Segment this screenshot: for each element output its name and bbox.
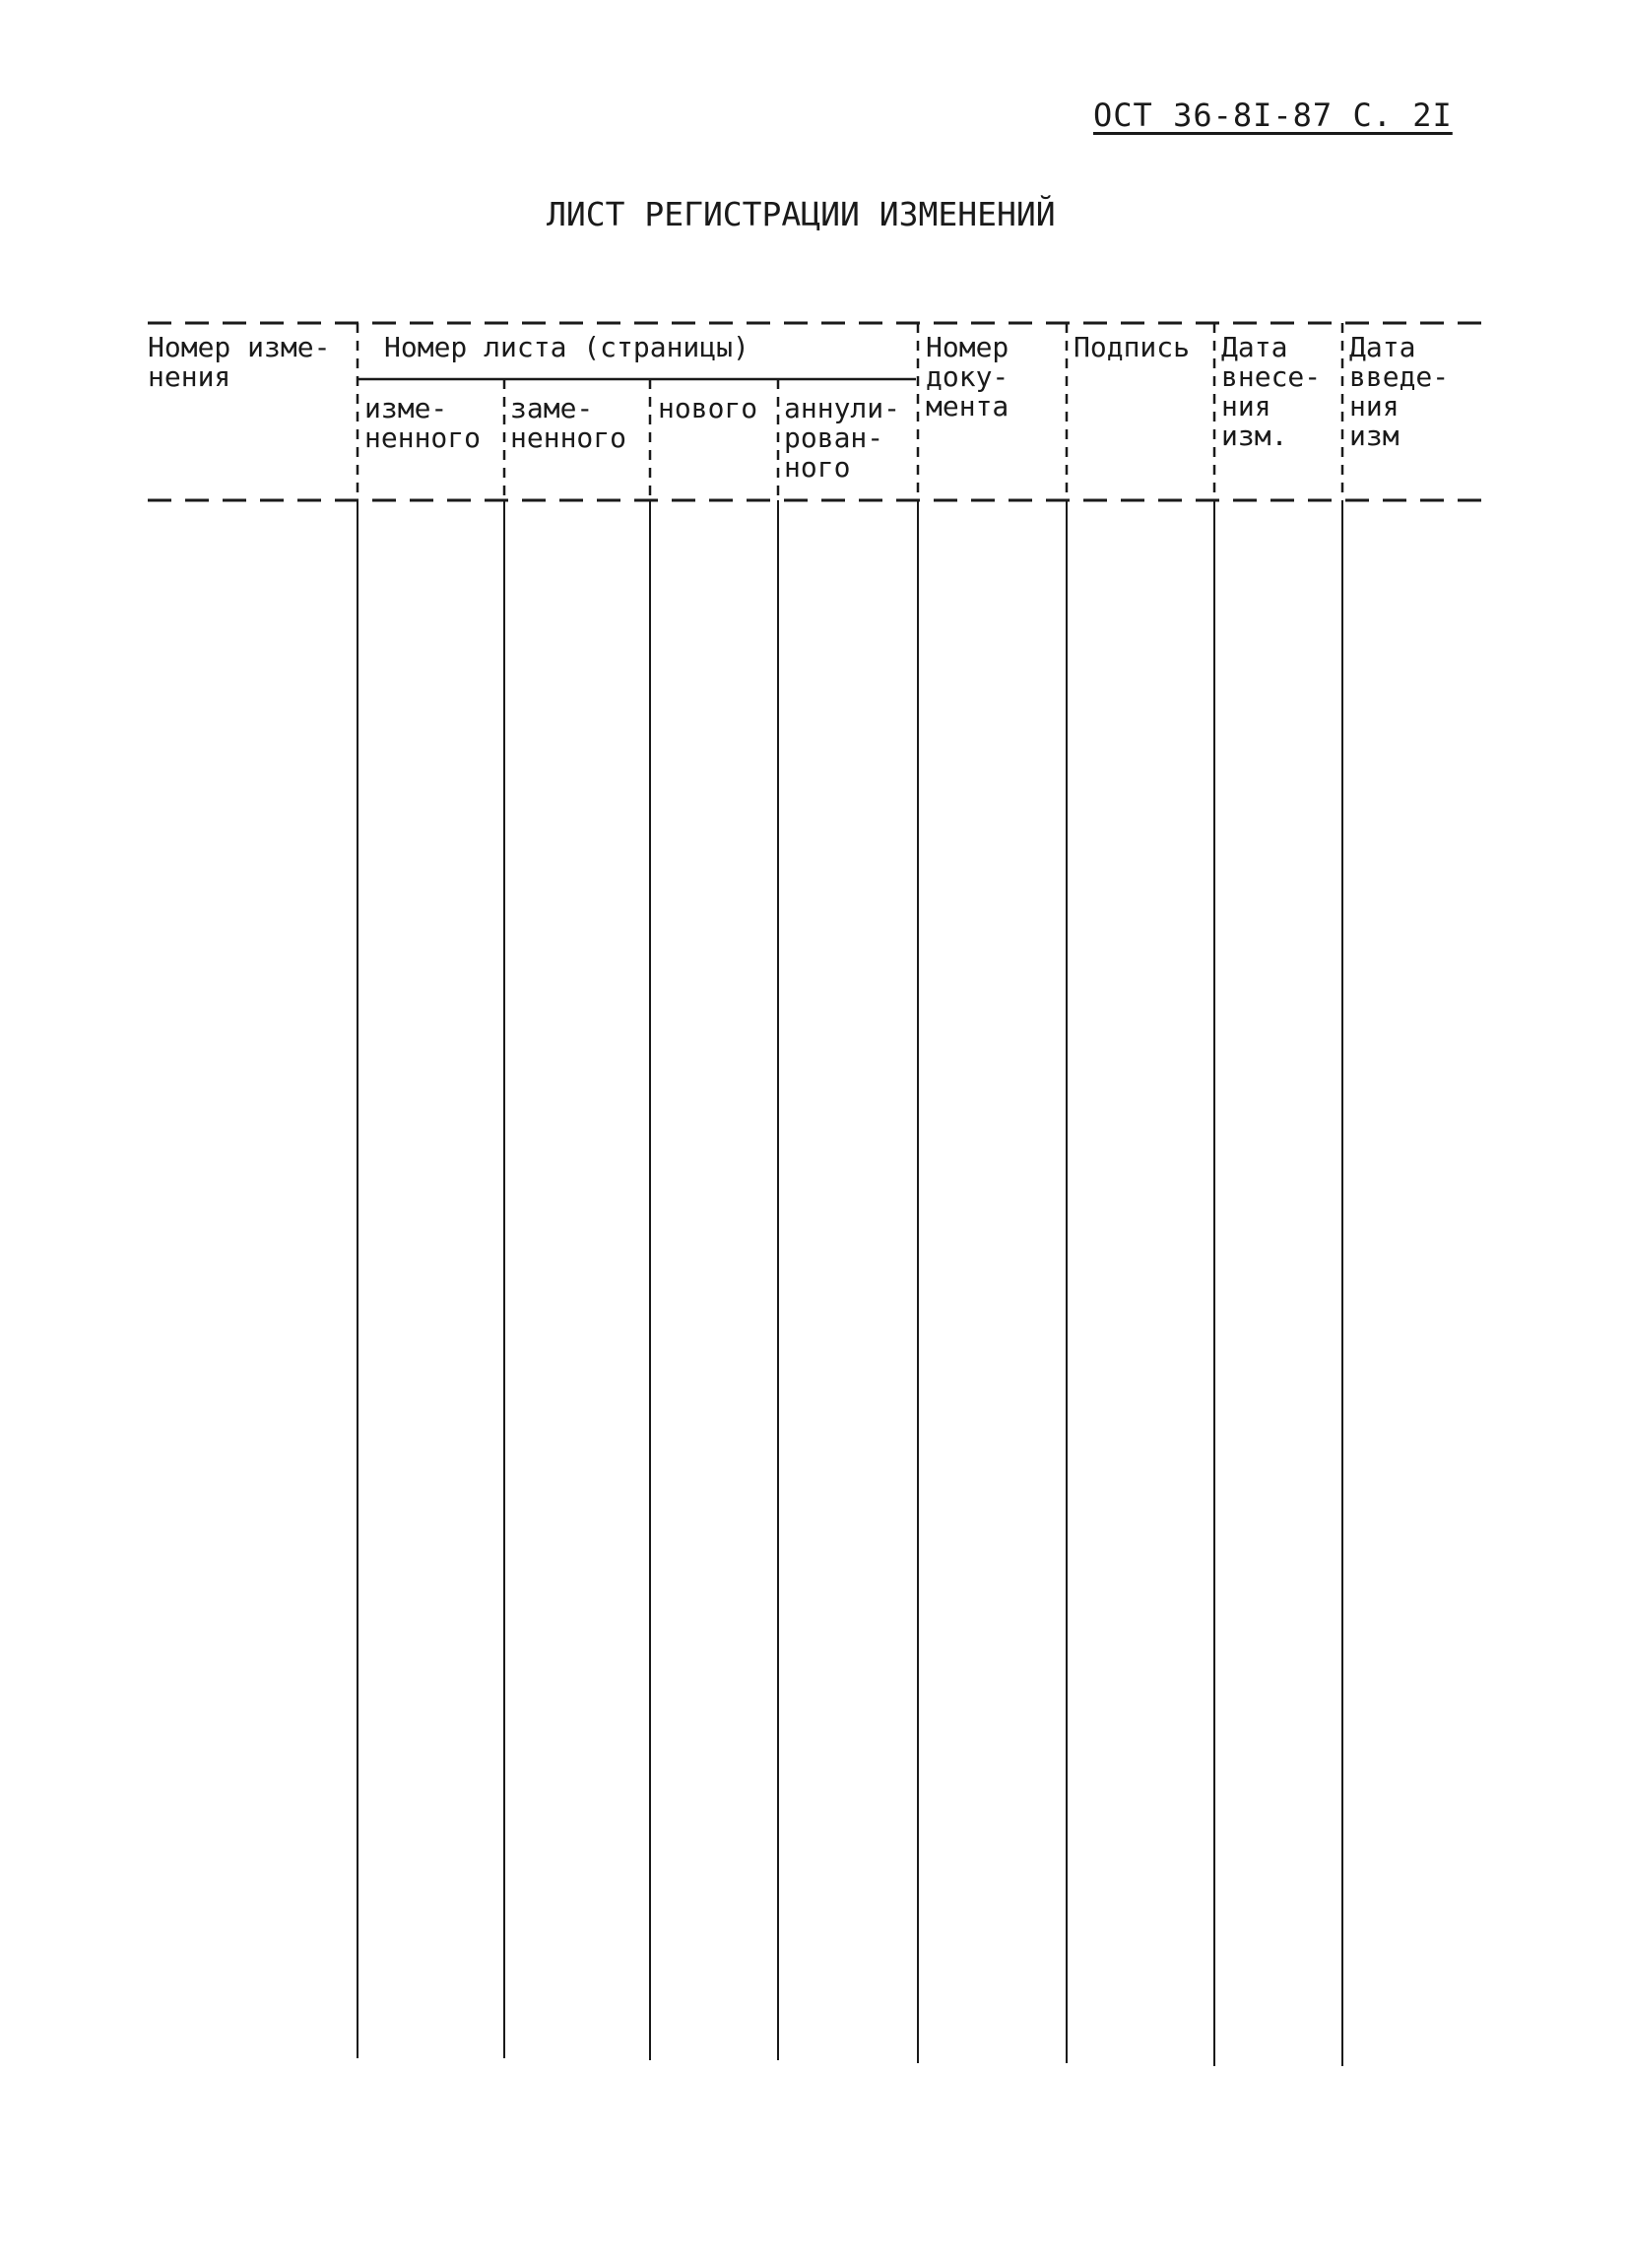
header-entry-date: Дата внесе- ния изм.	[1221, 331, 1322, 452]
page-header: ОСТ 36-8I-87 С. 2I	[1093, 97, 1453, 134]
header-signature: Подпись	[1074, 331, 1191, 363]
header-annulled: аннули- рован- ного	[784, 392, 901, 484]
header-document-number: Номер доку- мента	[926, 331, 1009, 422]
header-replaced: заме- ненного	[510, 392, 627, 454]
header-effective-date: Дата введе- ния изм	[1349, 331, 1450, 452]
header-changed: изме- ненного	[364, 392, 482, 454]
header-change-number: Номер изме- нения	[148, 331, 331, 393]
header-new: нового	[658, 392, 758, 424]
header-sheet-number-group: Номер листа (страницы)	[384, 331, 749, 363]
page-title: ЛИСТ РЕГИСТРАЦИИ ИЗМЕНЕНИЙ	[547, 195, 1056, 233]
